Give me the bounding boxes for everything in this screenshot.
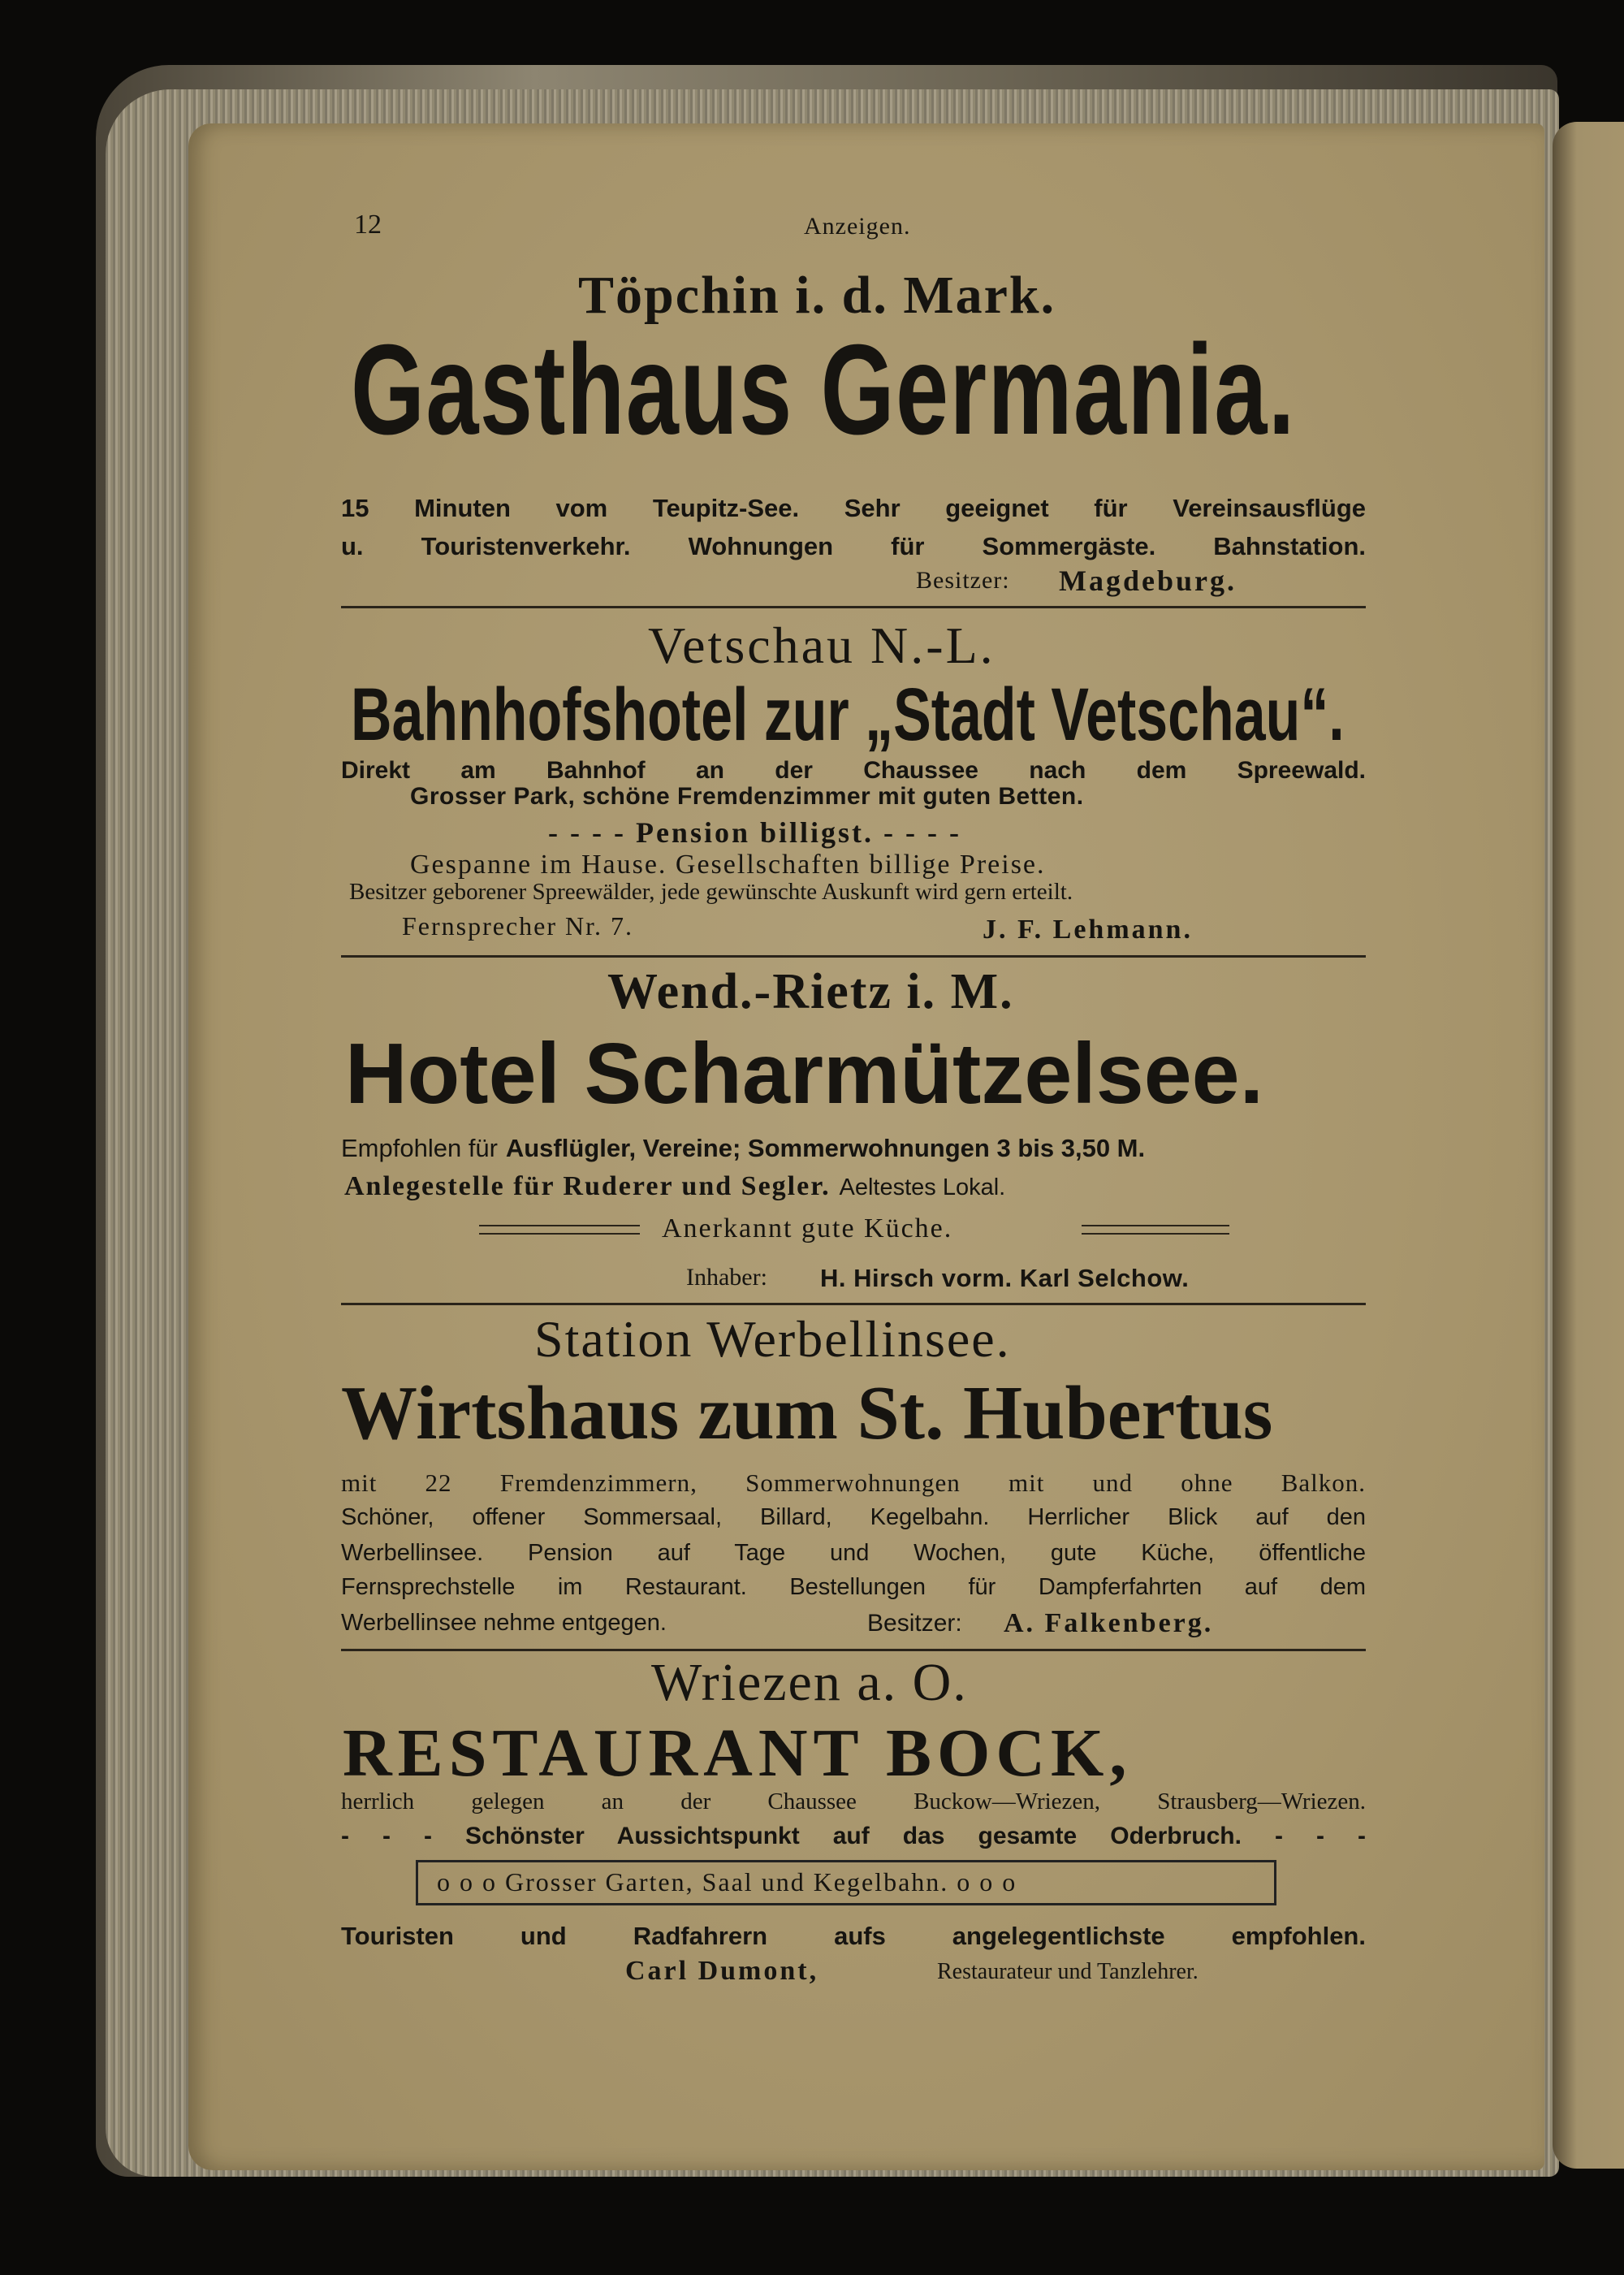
ad-text-line: mit 22 Fremdenzimmern, Sommerwohnungen mit und ohne Balkon. bbox=[341, 1468, 1366, 1497]
ad-text-line: Direkt am Bahnhof an der Chaussee nach dem Spreewald. bbox=[341, 757, 1366, 784]
ad-text-line: - - - Schönster Aussichtspunkt auf das gesamte Oderbruch. - - - bbox=[341, 1823, 1366, 1849]
ad-title: Gasthaus Germania. bbox=[351, 318, 1296, 461]
owner-name: Magdeburg. bbox=[1059, 564, 1237, 597]
ad-text-line: Empfohlen für Ausflügler, Vereine; Sommerwohnungen 3 bis 3,50 M. bbox=[341, 1134, 1146, 1162]
owner-label: Besitzer: bbox=[867, 1610, 962, 1637]
double-line-left bbox=[479, 1233, 640, 1235]
ad-title: Wirtshaus zum St. Hubertus bbox=[341, 1371, 1273, 1455]
page-number: 12 bbox=[354, 210, 382, 240]
double-line-left bbox=[479, 1225, 640, 1226]
page-header: Anzeigen. bbox=[804, 213, 911, 240]
recommend-line: Touristen und Radfahrern aufs angelegentlichste empfohlen. bbox=[341, 1922, 1366, 1950]
phone: Fernsprecher Nr. 7. bbox=[402, 911, 634, 941]
ad-text-line: u. Touristenverkehr. Wohnungen für Sommergäste. Bahnstation. bbox=[341, 532, 1366, 560]
ad-text-line: Anlegestelle für Ruderer und Segler. Aeltestes Lokal. bbox=[344, 1171, 1006, 1201]
ad-text-line: Besitzer geborener Spreewälder, jede gewünschte Auskunft wird gern erteilt. bbox=[349, 879, 1073, 905]
ad-text-line: Grosser Park, schöne Fremdenzimmer mit guten Betten. bbox=[410, 783, 1084, 810]
ad-text-line: Werbellinsee nehme entgegen. bbox=[341, 1610, 667, 1636]
ad-text-line: Werbellinsee. Pension auf Tage und Wochen, gute Küche, öffentliche bbox=[341, 1540, 1366, 1566]
owner-name: J. F. Lehmann. bbox=[983, 915, 1193, 945]
ad-place: Wend.-Rietz i. M. bbox=[607, 964, 1014, 1019]
ad-place: Vetschau N.-L. bbox=[648, 616, 996, 674]
owner-name: Carl Dumont, bbox=[625, 1956, 819, 1986]
owner-title: Restaurateur und Tanzlehrer. bbox=[937, 1959, 1199, 1984]
ad-text-line: Fernsprechstelle im Restaurant. Bestellungen für Dampferfahrten auf dem bbox=[341, 1574, 1366, 1600]
owner-name: A. Falkenberg. bbox=[1004, 1608, 1214, 1638]
double-line-right bbox=[1082, 1225, 1229, 1226]
owner-label: Besitzer: bbox=[916, 567, 1010, 594]
ad-pension-line: - - - - Pension billigst. - - - - bbox=[548, 816, 961, 849]
garden-box-text: o o o Grosser Garten, Saal und Kegelbahn. o o o bbox=[437, 1867, 1017, 1897]
divider bbox=[341, 606, 1366, 608]
divider bbox=[341, 1649, 1366, 1651]
ad-place: Wriezen a. O. bbox=[651, 1653, 968, 1712]
kitchen-line: Anerkannt gute Küche. bbox=[662, 1213, 953, 1243]
ad-text-line: Gespanne im Hause. Gesellschaften billige Preise. bbox=[410, 850, 1046, 880]
ad-text-line: herrlich gelegen an der Chaussee Buckow—Wriezen, Strausberg—Wriezen. bbox=[341, 1788, 1366, 1814]
owner-label: Inhaber: bbox=[686, 1264, 767, 1291]
ad-place: Station Werbellinsee. bbox=[534, 1310, 1011, 1368]
ad-text-line: Schöner, offener Sommersaal, Billard, Kegelbahn. Herrlicher Blick auf den bbox=[341, 1504, 1366, 1530]
ad-title: Hotel Scharmützelsee. bbox=[345, 1026, 1264, 1122]
double-line-right bbox=[1082, 1233, 1229, 1235]
owner-name: H. Hirsch vorm. Karl Selchow. bbox=[820, 1264, 1190, 1292]
ad-title: Bahnhofshotel zur „Stadt Vetschau“. bbox=[351, 673, 1345, 756]
divider bbox=[341, 955, 1366, 958]
ad-text-line: 15 Minuten vom Teupitz-See. Sehr geeignet für Vereinsausflüge bbox=[341, 494, 1366, 522]
divider bbox=[341, 1303, 1366, 1305]
ad-title: RESTAURANT BOCK, bbox=[343, 1715, 1133, 1791]
ad-place: Töpchin i. d. Mark. bbox=[578, 266, 1056, 325]
